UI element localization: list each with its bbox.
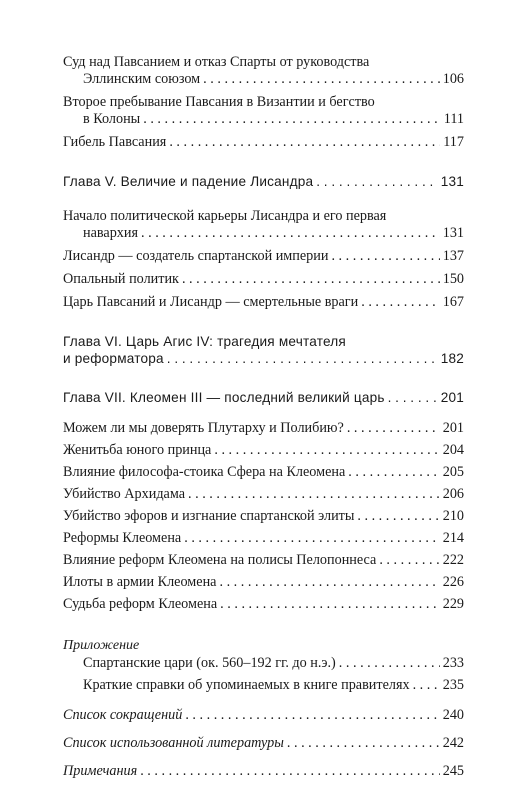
toc-entry[interactable] (63, 271, 464, 288)
page-number: 222 (442, 552, 464, 568)
toc-entry[interactable] (63, 94, 464, 128)
page-number: 167 (442, 294, 464, 310)
leader-dots (182, 271, 440, 288)
toc-entry-title: Реформы Клеомена (63, 530, 182, 546)
leader-dots (184, 530, 439, 547)
toc-entry[interactable] (63, 420, 464, 437)
leader-dots (361, 294, 440, 311)
toc-entry-title: Лисандр — создатель спартанской империи (63, 248, 329, 264)
leader-dots (287, 735, 440, 752)
page-number: 111 (443, 111, 464, 127)
page-number: 235 (442, 677, 464, 693)
toc-entry-title: Начало политической карьеры Лисандра и его первая (63, 208, 387, 224)
page-number: 242 (442, 735, 464, 751)
leader-dots (167, 350, 438, 367)
page-number: 214 (442, 530, 464, 546)
page-number: 201 (442, 420, 464, 436)
leader-dots (188, 486, 440, 503)
toc-entry-title: Женитьба юного принца (63, 442, 212, 458)
leader-dots (203, 71, 440, 88)
toc-entry[interactable] (63, 552, 464, 569)
toc-entry[interactable] (63, 134, 464, 151)
page-number: 229 (442, 596, 464, 612)
leader-dots (331, 248, 439, 265)
page-number: 182 (440, 351, 464, 366)
leader-dots (214, 442, 439, 459)
toc-entry-title: Можем ли мы доверять Плутарху и Полибию? (63, 420, 344, 436)
toc-entry[interactable] (63, 677, 464, 694)
leader-dots (413, 677, 440, 694)
toc-entry-title: Влияние философа-стоика Сфера на Клеомена (63, 464, 346, 480)
toc-entry-title-cont: наварxия (83, 225, 139, 241)
page-number: 226 (442, 574, 464, 590)
toc-entry-title: Спартанские цари (ок. 560–192 гг. до н.э.) (83, 655, 336, 671)
page-number: 210 (442, 508, 464, 524)
toc-entry-title: Убийство эфоров и изгнание спартанской элиты (63, 508, 355, 524)
chapter-title: Глава VII. Клеомен III — последний великий царь (63, 390, 385, 405)
toc-entry-title-cont: Эллинским союзом (83, 71, 201, 87)
chapter-title: Глава VI. Царь Агис IV: трагедия мечтателя (63, 334, 346, 349)
toc-entry-title: Влияние реформ Клеомена на полисы Пелопоннеса (63, 552, 377, 568)
leader-dots (140, 763, 440, 780)
toc-entry[interactable] (63, 707, 464, 724)
toc-entry[interactable] (63, 596, 464, 613)
toc-entry[interactable] (63, 486, 464, 503)
leader-dots (143, 111, 441, 128)
chapter-heading[interactable] (63, 173, 464, 190)
chapter-heading[interactable] (63, 333, 464, 367)
chapter-heading[interactable] (63, 389, 464, 406)
leader-dots (220, 596, 440, 613)
toc-entry-title: Опальный политик (63, 271, 179, 287)
toc-entry-title: Суд над Павсанием и отказ Спарты от руководства (63, 54, 370, 70)
chapter-title: Глава V. Величие и падение Лисандра (63, 174, 314, 189)
toc-entry-title: Илоты в армии Клеомена (63, 574, 217, 590)
page-number: 106 (442, 71, 464, 87)
page-number: 201 (440, 390, 464, 405)
page-number: 240 (442, 707, 464, 723)
toc-entry[interactable] (63, 248, 464, 265)
toc-entry-title: Судьба реформ Клеомена (63, 596, 218, 612)
leader-dots (388, 389, 438, 406)
toc-entry-title: Краткие справки об упоминаемых в книге правителях (83, 677, 410, 693)
table-of-contents (63, 54, 464, 780)
page-number: 233 (442, 655, 464, 671)
appendix-section (63, 637, 464, 694)
page-number: 150 (442, 271, 464, 287)
leader-dots (169, 134, 440, 151)
toc-entry-title: Список сокращений (63, 707, 183, 723)
toc-entry[interactable] (63, 574, 464, 591)
leader-dots (141, 225, 440, 242)
toc-entry[interactable] (63, 208, 464, 242)
toc-entry[interactable] (63, 508, 464, 525)
leader-dots (339, 655, 440, 672)
appendix-title: Приложение (63, 638, 140, 653)
page-number: 131 (442, 225, 464, 241)
toc-entry[interactable] (63, 442, 464, 459)
toc-entry[interactable] (63, 530, 464, 547)
toc-entry[interactable] (63, 54, 464, 88)
page-number: 117 (443, 134, 464, 150)
page-number: 205 (442, 464, 464, 480)
toc-entry-title: Примечания (63, 763, 138, 779)
leader-dots (347, 420, 440, 437)
toc-entry-title-cont: в Колоны (83, 111, 141, 127)
leader-dots (219, 574, 439, 591)
leader-dots (379, 552, 439, 569)
toc-entry-title: Убийство Архидама (63, 486, 186, 502)
chapter-title-cont: и реформатора (63, 351, 164, 366)
leader-dots (316, 173, 437, 190)
chapter7-entries (63, 420, 464, 613)
toc-entry[interactable] (63, 735, 464, 752)
leader-dots (357, 508, 439, 525)
toc-entry[interactable] (63, 763, 464, 780)
page-number: 245 (442, 763, 464, 779)
leader-dots (348, 464, 439, 481)
page-number: 204 (442, 442, 464, 458)
toc-entry[interactable] (63, 655, 464, 672)
toc-entry-title: Царь Павсаний и Лисандр — смертельные враги (63, 294, 359, 310)
page-number: 206 (442, 486, 464, 502)
toc-entry[interactable] (63, 464, 464, 481)
page-number: 131 (440, 174, 464, 189)
toc-entry-title: Второе пребывание Павсания в Византии и бегство (63, 94, 375, 110)
toc-entry-title: Список использованной литературы (63, 735, 284, 751)
page-number: 137 (442, 248, 464, 264)
toc-entry-title: Гибель Павсания (63, 134, 167, 150)
toc-entry[interactable] (63, 294, 464, 311)
leader-dots (185, 707, 439, 724)
